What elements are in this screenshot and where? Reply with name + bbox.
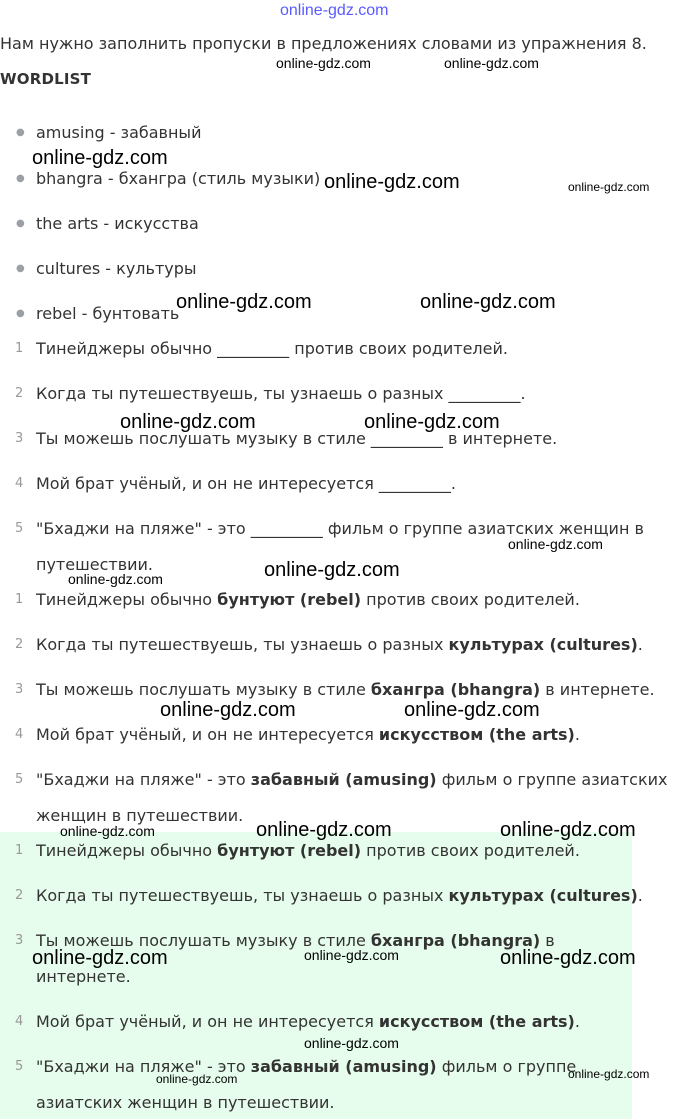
answer-word: бунтуют (rebel) (217, 590, 362, 609)
watermark-top: online-gdz.com (280, 2, 389, 19)
wordlist-item: rebel - бунтовать (36, 304, 180, 323)
watermark-large: online-gdz.com (500, 819, 636, 841)
watermark-large: online-gdz.com (120, 411, 256, 433)
watermark-large: online-gdz.com (420, 291, 556, 313)
answer-sentence: Мой брат учёный, и он не интересуется искусством (the arts). (36, 1012, 580, 1031)
sentence-number: 2 (15, 386, 24, 401)
bullet-icon: ● (16, 308, 25, 319)
bullet-icon: ● (16, 263, 25, 274)
watermark-large: online-gdz.com (32, 947, 168, 969)
watermark-xsmall: online-gdz.com (568, 1067, 650, 1081)
answer-word: культурах (cultures) (448, 886, 638, 905)
task-intro: Нам нужно заполнить пропуски в предложениях словами из упражнения 8. (0, 34, 647, 53)
answer-word: забавный (amusing) (250, 770, 437, 789)
watermark-large: online-gdz.com (324, 171, 460, 193)
answer-sentence: Мой брат учёный, и он не интересуется искусством (the arts). (36, 725, 580, 744)
answer-word: бунтуют (rebel) (217, 841, 362, 860)
watermark-large: online-gdz.com (176, 291, 312, 313)
answer-sentence-continuation: женщин в путешествии. (36, 806, 244, 825)
answer-word: искусством (the arts) (378, 1012, 575, 1031)
watermark-large: online-gdz.com (256, 819, 392, 841)
bullet-icon: ● (16, 218, 25, 229)
sentence-number: 4 (15, 476, 24, 491)
sentence-number: 3 (15, 431, 24, 446)
watermark-large: online-gdz.com (32, 147, 168, 169)
wordlist-item: amusing - забавный (36, 123, 202, 142)
sentence-number: 5 (15, 521, 24, 536)
blank-sentence: Когда ты путешествуешь, ты узнаешь о разных _________. (36, 384, 526, 403)
watermark-large: online-gdz.com (500, 947, 636, 969)
answer-number: 3 (15, 933, 24, 948)
answer-word: культурах (cultures) (448, 635, 638, 654)
answer-sentence: Ты можешь послушать музыку в стиле бхангра (bhangra) в (36, 931, 555, 950)
blank-sentence: Ты можешь послушать музыку в стиле _________ в интернете. (36, 429, 558, 448)
watermark-small: online-gdz.com (304, 1035, 399, 1051)
watermark-xsmall: online-gdz.com (568, 180, 650, 194)
answer-sentence-continuation: азиатских женщин в путешествии. (36, 1093, 335, 1112)
wordlist-item: cultures - культуры (36, 259, 197, 278)
watermark-large: online-gdz.com (264, 559, 400, 581)
answer-number: 2 (15, 637, 24, 652)
answer-number: 1 (15, 843, 24, 858)
wordlist-item: the arts - искусства (36, 214, 199, 233)
answer-sentence: "Бхаджи на пляже" - это забавный (amusing) фильм о группе азиатских (36, 770, 668, 789)
answer-number: 4 (15, 1014, 24, 1029)
blank-sentence-continuation: путешествии. (36, 555, 154, 574)
bullet-icon: ● (16, 173, 25, 184)
answer-sentence: "Бхаджи на пляже" - это забавный (amusing) фильм о группе (36, 1057, 577, 1076)
wordlist-item: bhangra - бхангра (стиль музыки) (36, 169, 321, 188)
watermark-small: online-gdz.com (508, 536, 603, 552)
answer-word: бхангра (bhangra) (370, 931, 541, 950)
watermark-large: online-gdz.com (364, 411, 500, 433)
answer-sentence: Тинейджеры обычно бунтуют (rebel) против своих родителей. (36, 841, 580, 860)
watermark-large: online-gdz.com (404, 699, 540, 721)
answer-word: искусством (the arts) (378, 725, 575, 744)
sentence-number: 1 (15, 341, 24, 356)
watermark-large: online-gdz.com (160, 699, 296, 721)
answer-number: 5 (15, 1059, 24, 1074)
blank-sentence: Мой брат учёный, и он не интересуется _________. (36, 474, 456, 493)
answer-number: 4 (15, 727, 24, 742)
answer-word: забавный (amusing) (250, 1057, 437, 1076)
blank-sentence: Тинейджеры обычно _________ против своих родителей. (36, 339, 508, 358)
watermark-small: online-gdz.com (68, 571, 163, 587)
answer-number: 1 (15, 592, 24, 607)
answer-sentence: Когда ты путешествуешь, ты узнаешь о разных культурах (cultures). (36, 635, 643, 654)
answer-number: 3 (15, 682, 24, 697)
bullet-icon: ● (16, 127, 25, 138)
watermark-small: online-gdz.com (304, 947, 399, 963)
answer-sentence: Тинейджеры обычно бунтуют (rebel) против своих родителей. (36, 590, 580, 609)
wordlist-title: WORDLIST (0, 70, 92, 88)
answer-number: 5 (15, 772, 24, 787)
answer-sentence: Ты можешь послушать музыку в стиле бхангра (bhangra) в интернете. (36, 680, 655, 699)
answer-sentence: Когда ты путешествуешь, ты узнаешь о разных культурах (cultures). (36, 886, 643, 905)
answer-word: бхангра (bhangra) (370, 680, 541, 699)
watermark-xsmall: online-gdz.com (156, 1072, 238, 1086)
answer-sentence-continuation: интернете. (36, 967, 131, 986)
blank-sentence: "Бхаджи на пляже" - это _________ фильм о группе азиатских женщин в (36, 519, 644, 538)
answer-number: 2 (15, 888, 24, 903)
watermark-small: online-gdz.com (60, 823, 155, 839)
watermark-small: online-gdz.com (276, 55, 371, 71)
watermark-small: online-gdz.com (444, 55, 539, 71)
